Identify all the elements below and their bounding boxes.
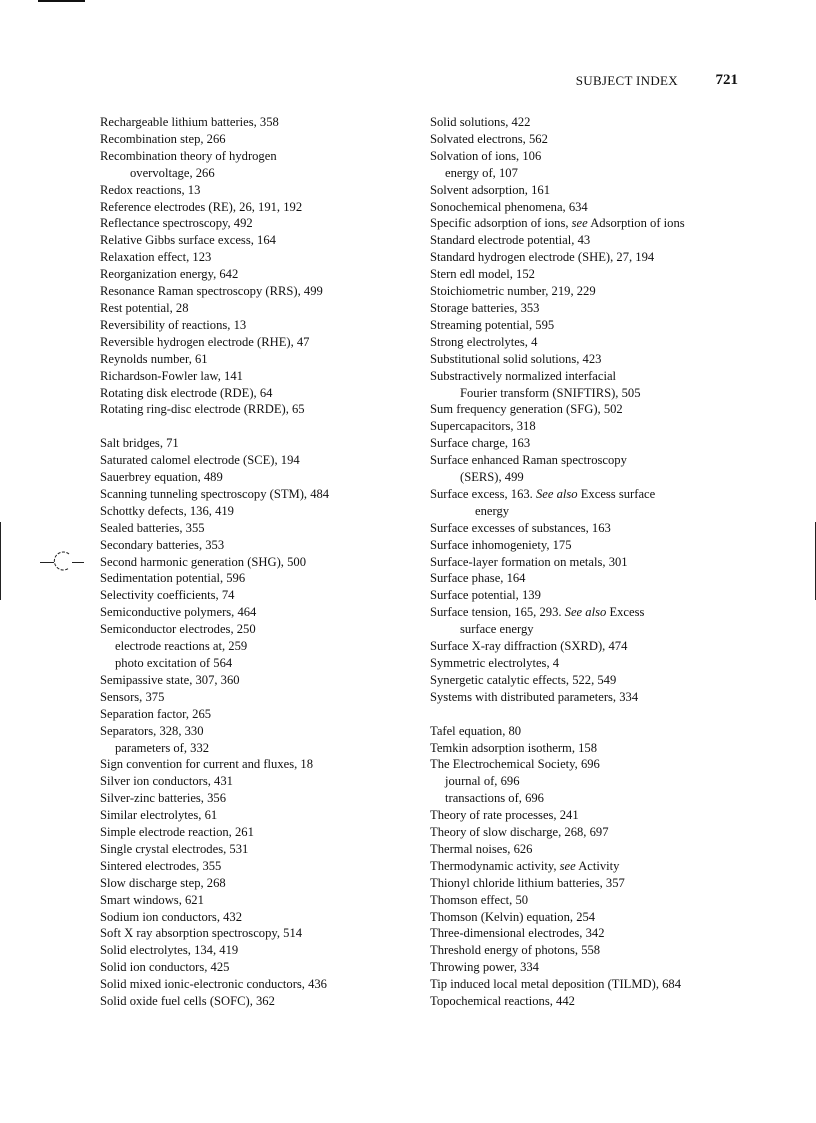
index-entry (430, 925, 760, 942)
index-entry (100, 503, 415, 520)
index-entry (100, 114, 415, 131)
index-entry (100, 469, 415, 486)
index-entry (100, 232, 415, 249)
index-entry (430, 503, 760, 520)
index-entry (100, 554, 415, 571)
index-entry-text: Surface charge, 163 (430, 436, 531, 451)
index-entry-text: Synergetic catalytic effects, 522, 549 (430, 672, 617, 687)
registration-target-icon (52, 550, 72, 572)
index-entry-text: parameters of, 332 (115, 740, 210, 755)
index-entry-text: Reversible hydrogen electrode (RHE), 47 (100, 334, 310, 349)
index-entry (430, 165, 760, 182)
index-entry (430, 858, 760, 875)
index-entry (100, 892, 415, 909)
index-entry-text: Substitutional solid solutions, 423 (430, 351, 602, 366)
index-entry (100, 249, 415, 266)
index-entry-text: Surface phase, 164 (430, 571, 526, 586)
index-entry (100, 182, 415, 199)
index-entry-text: Thermodynamic activity, (430, 858, 560, 873)
index-entry (430, 942, 760, 959)
index-entry (100, 841, 415, 858)
index-entry (100, 706, 415, 723)
index-entry-text: Soft X ray absorption spectroscopy, 514 (100, 926, 303, 941)
index-entry-text: Surface X-ray diffraction (SXRD), 474 (430, 639, 628, 654)
index-entry (430, 334, 760, 351)
index-entry-text: Rest potential, 28 (100, 300, 189, 315)
index-entry-text: Topochemical reactions, 442 (430, 994, 575, 1009)
index-entry-text: Tafel equation, 80 (430, 723, 522, 738)
index-entry-text: Sum frequency generation (SFG), 502 (430, 402, 623, 417)
index-entry-text: Specific adsorption of ions, (430, 216, 572, 231)
index-entry-text: Theory of rate processes, 241 (430, 808, 579, 823)
index-entry-text: Streaming potential, 595 (430, 317, 555, 332)
index-entry (430, 604, 760, 621)
index-entry-text: Saturated calomel electrode (SCE), 194 (100, 453, 300, 468)
page-number: 721 (715, 72, 738, 88)
index-entry (100, 858, 415, 875)
index-entry (100, 790, 415, 807)
index-entry (100, 266, 415, 283)
index-entry-text: Theory of slow discharge, 268, 697 (430, 825, 609, 840)
index-entry-text: Standard hydrogen electrode (SHE), 27, 194 (430, 250, 655, 265)
index-entry-text: Solid mixed ionic-electronic conductors, 436 (100, 977, 327, 992)
index-entry-text: Rotating disk electrode (RDE), 64 (100, 385, 273, 400)
index-entry-text: Rotating ring-disc electrode (RRDE), 65 (100, 402, 305, 417)
index-entry-text: Silver ion conductors, 431 (100, 774, 233, 789)
index-entry (100, 452, 415, 469)
header-title: SUBJECT INDEX (575, 73, 678, 88)
index-entry (430, 824, 760, 841)
index-entry-text: energy (475, 503, 510, 518)
index-entry-text: Thomson (Kelvin) equation, 254 (430, 909, 596, 924)
index-entry (430, 993, 760, 1010)
index-entry-text: Surface tension, 165, 293. (430, 605, 565, 620)
index-entry-text: Schottky defects, 136, 419 (100, 503, 234, 518)
index-entry (100, 756, 415, 773)
index-entry (100, 689, 415, 706)
index-entry-text: Sealed batteries, 355 (100, 520, 205, 535)
index-entry-text: Temkin adsorption isotherm, 158 (430, 740, 598, 755)
index-entry-text: Solid ion conductors, 425 (100, 960, 230, 975)
index-entry-text: Reference electrodes (RE), 26, 191, 192 (100, 199, 303, 214)
index-entry (100, 317, 415, 334)
index-entry (100, 909, 415, 926)
index-entry-text: Standard electrode potential, 43 (430, 233, 591, 248)
index-entry (430, 655, 760, 672)
index-entry-text: Solid oxide fuel cells (SOFC), 362 (100, 994, 275, 1009)
cross-reference-target: Adsorption of ions (587, 216, 685, 231)
index-entry-text: energy of, 107 (445, 165, 518, 180)
index-entry (430, 570, 760, 587)
index-entry-text: surface energy (460, 622, 534, 637)
index-entry (430, 638, 760, 655)
index-entry-text: Fourier transform (SNIFTIRS), 505 (460, 385, 641, 400)
index-entry-text: Separators, 328, 330 (100, 723, 204, 738)
index-entry (430, 300, 760, 317)
index-entry (430, 909, 760, 926)
index-entry-text: Surface inhomogeniety, 175 (430, 537, 572, 552)
index-entry (430, 266, 760, 283)
index-entry (430, 841, 760, 858)
index-entry (100, 655, 415, 672)
index-entry-text: Solid electrolytes, 134, 419 (100, 943, 239, 958)
index-entry-text: Silver-zinc batteries, 356 (100, 791, 226, 806)
index-entry (430, 469, 760, 486)
cross-reference-marker: See also (535, 486, 578, 501)
index-entry (430, 249, 760, 266)
index-entry (430, 317, 760, 334)
index-entry (100, 638, 415, 655)
index-entry (430, 520, 760, 537)
index-entry (100, 942, 415, 959)
index-entry-text: photo excitation of 564 (115, 655, 233, 670)
index-entry (430, 232, 760, 249)
index-entry (430, 131, 760, 148)
index-entry (100, 351, 415, 368)
index-entry (100, 486, 415, 503)
index-entry (430, 537, 760, 554)
index-entry (430, 723, 760, 740)
index-entry-text: Thionyl chloride lithium batteries, 357 (430, 875, 625, 890)
index-entry (430, 452, 760, 469)
index-entry-text: Stern edl model, 152 (430, 267, 535, 282)
cross-reference-target: Excess surface (577, 486, 656, 501)
index-entry-text: Threshold energy of photons, 558 (430, 943, 601, 958)
index-entry-text: Three-dimensional electrodes, 342 (430, 926, 605, 941)
index-entry-text: Sauerbrey equation, 489 (100, 470, 223, 485)
index-entry-text: Surface excesses of substances, 163 (430, 520, 611, 535)
index-entry-text: Smart windows, 621 (100, 892, 204, 907)
index-entry (430, 790, 760, 807)
index-entry (430, 435, 760, 452)
index-entry-text: Surface-layer formation on metals, 301 (430, 554, 628, 569)
index-entry-text: Single crystal electrodes, 531 (100, 841, 249, 856)
index-entry-text: Sintered electrodes, 355 (100, 858, 222, 873)
index-entry-text: Slow discharge step, 268 (100, 875, 226, 890)
index-entry (430, 740, 760, 757)
index-entry (430, 199, 760, 216)
index-entry-text: Supercapacitors, 318 (430, 419, 536, 434)
index-entry-text: Similar electrolytes, 61 (100, 808, 218, 823)
index-entry (430, 351, 760, 368)
section-gap (100, 418, 415, 435)
index-entry-text: Symmetric electrolytes, 4 (430, 656, 560, 670)
cross-reference-marker: See also (564, 605, 607, 620)
index-entry (100, 875, 415, 892)
index-entry (100, 131, 415, 148)
index-entry-text: Reynolds number, 61 (100, 351, 208, 366)
index-entry (100, 993, 415, 1010)
index-entry-text: Tip induced local metal deposition (TILMD), 684 (430, 977, 682, 992)
index-entry (100, 537, 415, 554)
index-entry-text: Relative Gibbs surface excess, 164 (100, 233, 276, 248)
index-entry-text: Relaxation effect, 123 (100, 250, 212, 265)
index-entry-text: journal of, 696 (445, 774, 520, 789)
index-entry-text: Solvation of ions, 106 (430, 148, 542, 163)
index-entry-text: overvoltage, 266 (130, 165, 215, 180)
index-entry-text: Sensors, 375 (100, 689, 165, 704)
index-entry (100, 300, 415, 317)
index-entry-text: Salt bridges, 71 (100, 436, 179, 451)
top-crop-rule (38, 0, 85, 2)
index-entry (100, 773, 415, 790)
index-entry (100, 925, 415, 942)
index-entry (100, 570, 415, 587)
index-entry-text: Redox reactions, 13 (100, 182, 201, 197)
index-entry (100, 199, 415, 216)
index-entry (430, 418, 760, 435)
index-entry (100, 723, 415, 740)
index-entry-text: Systems with distributed parameters, 334 (430, 689, 639, 704)
cross-reference-target: Activity (575, 858, 620, 873)
index-entry-text: Recombination step, 266 (100, 131, 226, 146)
index-entry (430, 148, 760, 165)
index-entry (430, 773, 760, 790)
index-entry-text: Semiconductor electrodes, 250 (100, 622, 256, 637)
index-entry-text: Thermal noises, 626 (430, 841, 533, 856)
index-entry (100, 740, 415, 757)
index-entry (430, 385, 760, 402)
index-entry-text: Surface excess, 163. (430, 486, 536, 501)
index-entry-text: Resonance Raman spectroscopy (RRS), 499 (100, 284, 323, 299)
index-entry (100, 435, 415, 452)
index-entry-text: Storage batteries, 353 (430, 300, 540, 315)
index-entry-text: Second harmonic generation (SHG), 500 (100, 554, 306, 569)
index-entry-text: transactions of, 696 (445, 791, 544, 806)
index-entry-text: Stoichiometric number, 219, 229 (430, 284, 596, 299)
index-entry (100, 148, 415, 165)
index-entry (100, 807, 415, 824)
index-entry-text: Substractively normalized interfacial (430, 368, 617, 383)
index-entry (100, 587, 415, 604)
index-entry (100, 604, 415, 621)
index-entry (100, 215, 415, 232)
index-entry (430, 401, 760, 418)
index-entry (100, 368, 415, 385)
index-entry-text: Sodium ion conductors, 432 (100, 909, 243, 924)
index-entry-text: Sedimentation potential, 596 (100, 571, 246, 586)
index-entry (100, 621, 415, 638)
index-entry-text: Throwing power, 334 (430, 960, 539, 975)
index-entry (430, 587, 760, 604)
running-header (0, 73, 738, 93)
index-entry (430, 875, 760, 892)
index-entry (430, 215, 760, 232)
index-entry-text: Simple electrode reaction, 261 (100, 825, 254, 840)
index-entry-text: Recombination theory of hydrogen (100, 148, 277, 163)
index-entry (100, 672, 415, 689)
index-entry (100, 283, 415, 300)
index-entry (430, 959, 760, 976)
index-entry (100, 520, 415, 537)
index-entry-text: Strong electrolytes, 4 (430, 334, 538, 349)
index-entry-text: Thomson effect, 50 (430, 892, 529, 907)
index-entry-text: Semipassive state, 307, 360 (100, 672, 240, 687)
index-entry (430, 892, 760, 909)
cross-reference-target: Excess (606, 605, 645, 620)
index-entry (430, 182, 760, 199)
index-entry (430, 554, 760, 571)
index-entry (430, 756, 760, 773)
index-entry (430, 672, 760, 689)
index-entry-text: Sonochemical phenomena, 634 (430, 199, 588, 214)
index-entry (430, 689, 760, 706)
cross-reference-marker: see (571, 216, 588, 231)
registration-mark-left-horizontal-2 (72, 562, 84, 563)
index-entry-text: Solvated electrons, 562 (430, 131, 548, 146)
index-entry (430, 621, 760, 638)
index-entry (100, 824, 415, 841)
index-entry-text: Reorganization energy, 642 (100, 267, 239, 282)
index-entry-text: Scanning tunneling spectroscopy (STM), 484 (100, 486, 330, 501)
cross-reference-marker: see (559, 858, 576, 873)
index-column-left (100, 114, 415, 1010)
index-column-right (430, 114, 760, 1010)
index-entry-text: The Electrochemical Society, 696 (430, 757, 600, 772)
index-entry-text: (SERS), 499 (460, 470, 524, 485)
index-entry-text: Rechargeable lithium batteries, 358 (100, 115, 279, 129)
index-entry-text: Solid solutions, 422 (430, 115, 531, 129)
index-entry (430, 807, 760, 824)
index-entry-text: Sign convention for current and fluxes, 18 (100, 757, 313, 772)
index-entry-text: Richardson-Fowler law, 141 (100, 368, 243, 383)
index-entry-text: Separation factor, 265 (100, 706, 212, 721)
index-entry (430, 283, 760, 300)
index-entry (430, 486, 760, 503)
index-entry (430, 368, 760, 385)
index-entry-text: Selectivity coefficients, 74 (100, 588, 235, 603)
index-entry (100, 334, 415, 351)
index-entry-text: Secondary batteries, 353 (100, 537, 225, 552)
index-entry (430, 114, 760, 131)
index-entry (100, 401, 415, 418)
index-entry-text: Semiconductive polymers, 464 (100, 605, 257, 620)
index-entry (100, 165, 415, 182)
index-entry-text: Solvent adsorption, 161 (430, 182, 550, 197)
registration-mark-left-vertical (0, 522, 1, 600)
index-entry-text: Reversibility of reactions, 13 (100, 317, 247, 332)
index-entry-text: Surface enhanced Raman spectroscopy (430, 453, 627, 468)
index-entry (100, 976, 415, 993)
index-entry-text: Surface potential, 139 (430, 588, 541, 603)
index-entry (430, 976, 760, 993)
index-entry-text: electrode reactions at, 259 (115, 639, 248, 654)
index-entry-text: Reflectance spectroscopy, 492 (100, 216, 253, 231)
section-gap (430, 706, 760, 723)
index-entry (100, 959, 415, 976)
index-entry (100, 385, 415, 402)
